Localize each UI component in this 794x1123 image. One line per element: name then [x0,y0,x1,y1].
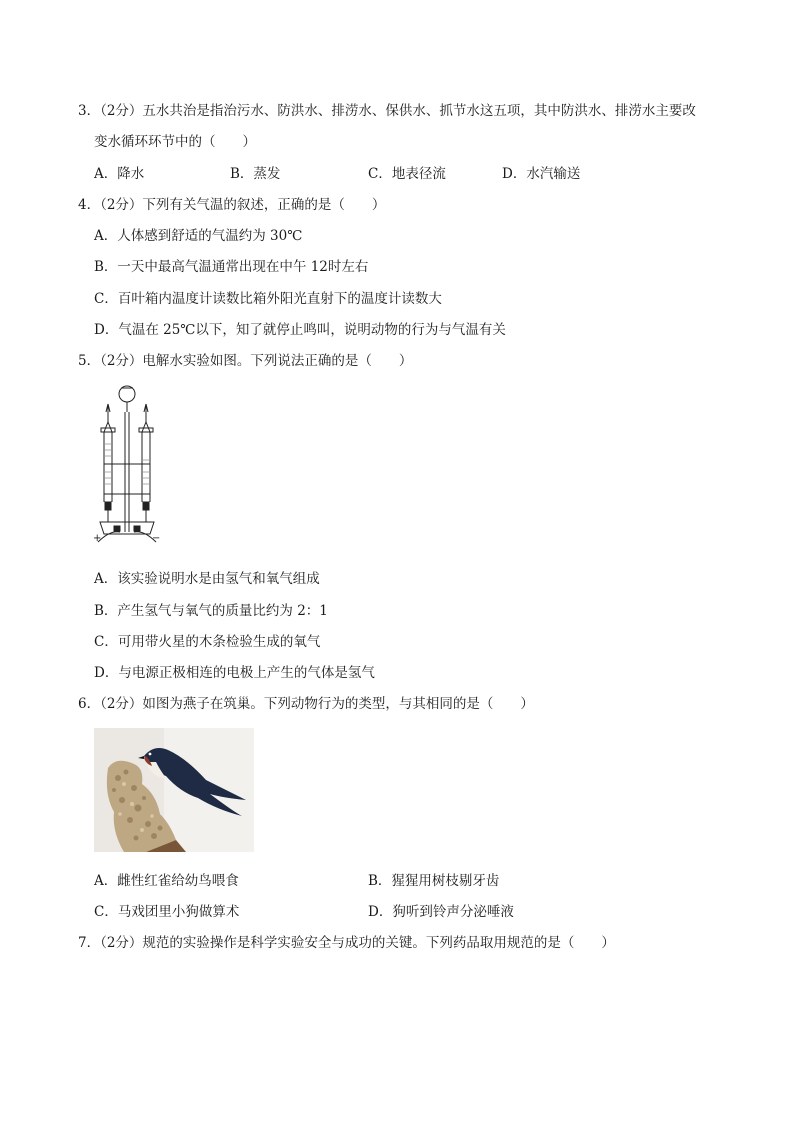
q3-option-b: B．蒸发 [230,166,281,182]
q5-option-d: D．与电源正极相连的电极上产生的气体是氢气 [94,665,375,681]
q4-option-c: C．百叶箱内温度计读数比箱外阳光直射下的温度计读数大 [94,291,442,307]
q4-stem: 4．（2分）下列有关气温的叙述，正确的是（ ） [78,197,386,213]
q6-stem: 6．（2分）如图为燕子在筑巢。下列动物行为的类型，与其相同的是（ ） [78,696,534,712]
q5-stem: 5．（2分）电解水实验如图。下列说法正确的是（ ） [78,353,413,369]
q5-option-b: B．产生氢气与氧气的质量比约为 2：1 [94,603,328,619]
q4-option-b: B．一天中最高气温通常出现在中午 12时左右 [94,259,369,275]
q6-option-c: C．马戏团里小狗做算术 [94,904,240,920]
q5-option-c: C．可用带火星的木条检验生成的氧气 [94,634,321,650]
figure-minus-label: − [152,533,161,544]
q4-option-d: D．气温在 25℃以下，知了就停止鸣叫，说明动物的行为与气温有关 [94,322,506,338]
q5-option-a: A．该实验说明水是由氢气和氧气组成 [94,571,320,587]
q6-option-b: B．猩猩用树枝剔牙齿 [368,873,500,889]
q7-stem: 7．（2分）规范的实验操作是科学实验安全与成功的关键。下列药品取用规范的是（ ） [78,935,615,951]
q4-option-a: A．人体感到舒适的气温约为 30℃ [94,228,303,244]
q6-option-d: D．狗听到铃声分泌唾液 [368,904,514,920]
q3-stem-line1: 3．（2分）五水共治是指治污水、防洪水、排涝水、保供水、抓节水这五项，其中防洪水、排涝水主要改 [78,103,696,119]
electrolysis-apparatus-icon [90,382,162,550]
q6-option-a: A．雌性红雀给幼鸟喂食 [94,873,239,889]
q3-option-a: A．降水 [94,166,145,182]
q3-option-c: C．地表径流 [368,166,446,182]
q3-stem-line2: 变水循环环节中的（ ） [94,134,256,150]
figure-plus-label: + [93,533,102,544]
swallow-nest-photo-icon [94,728,254,852]
q3-option-d: D．水汽输送 [502,166,581,182]
